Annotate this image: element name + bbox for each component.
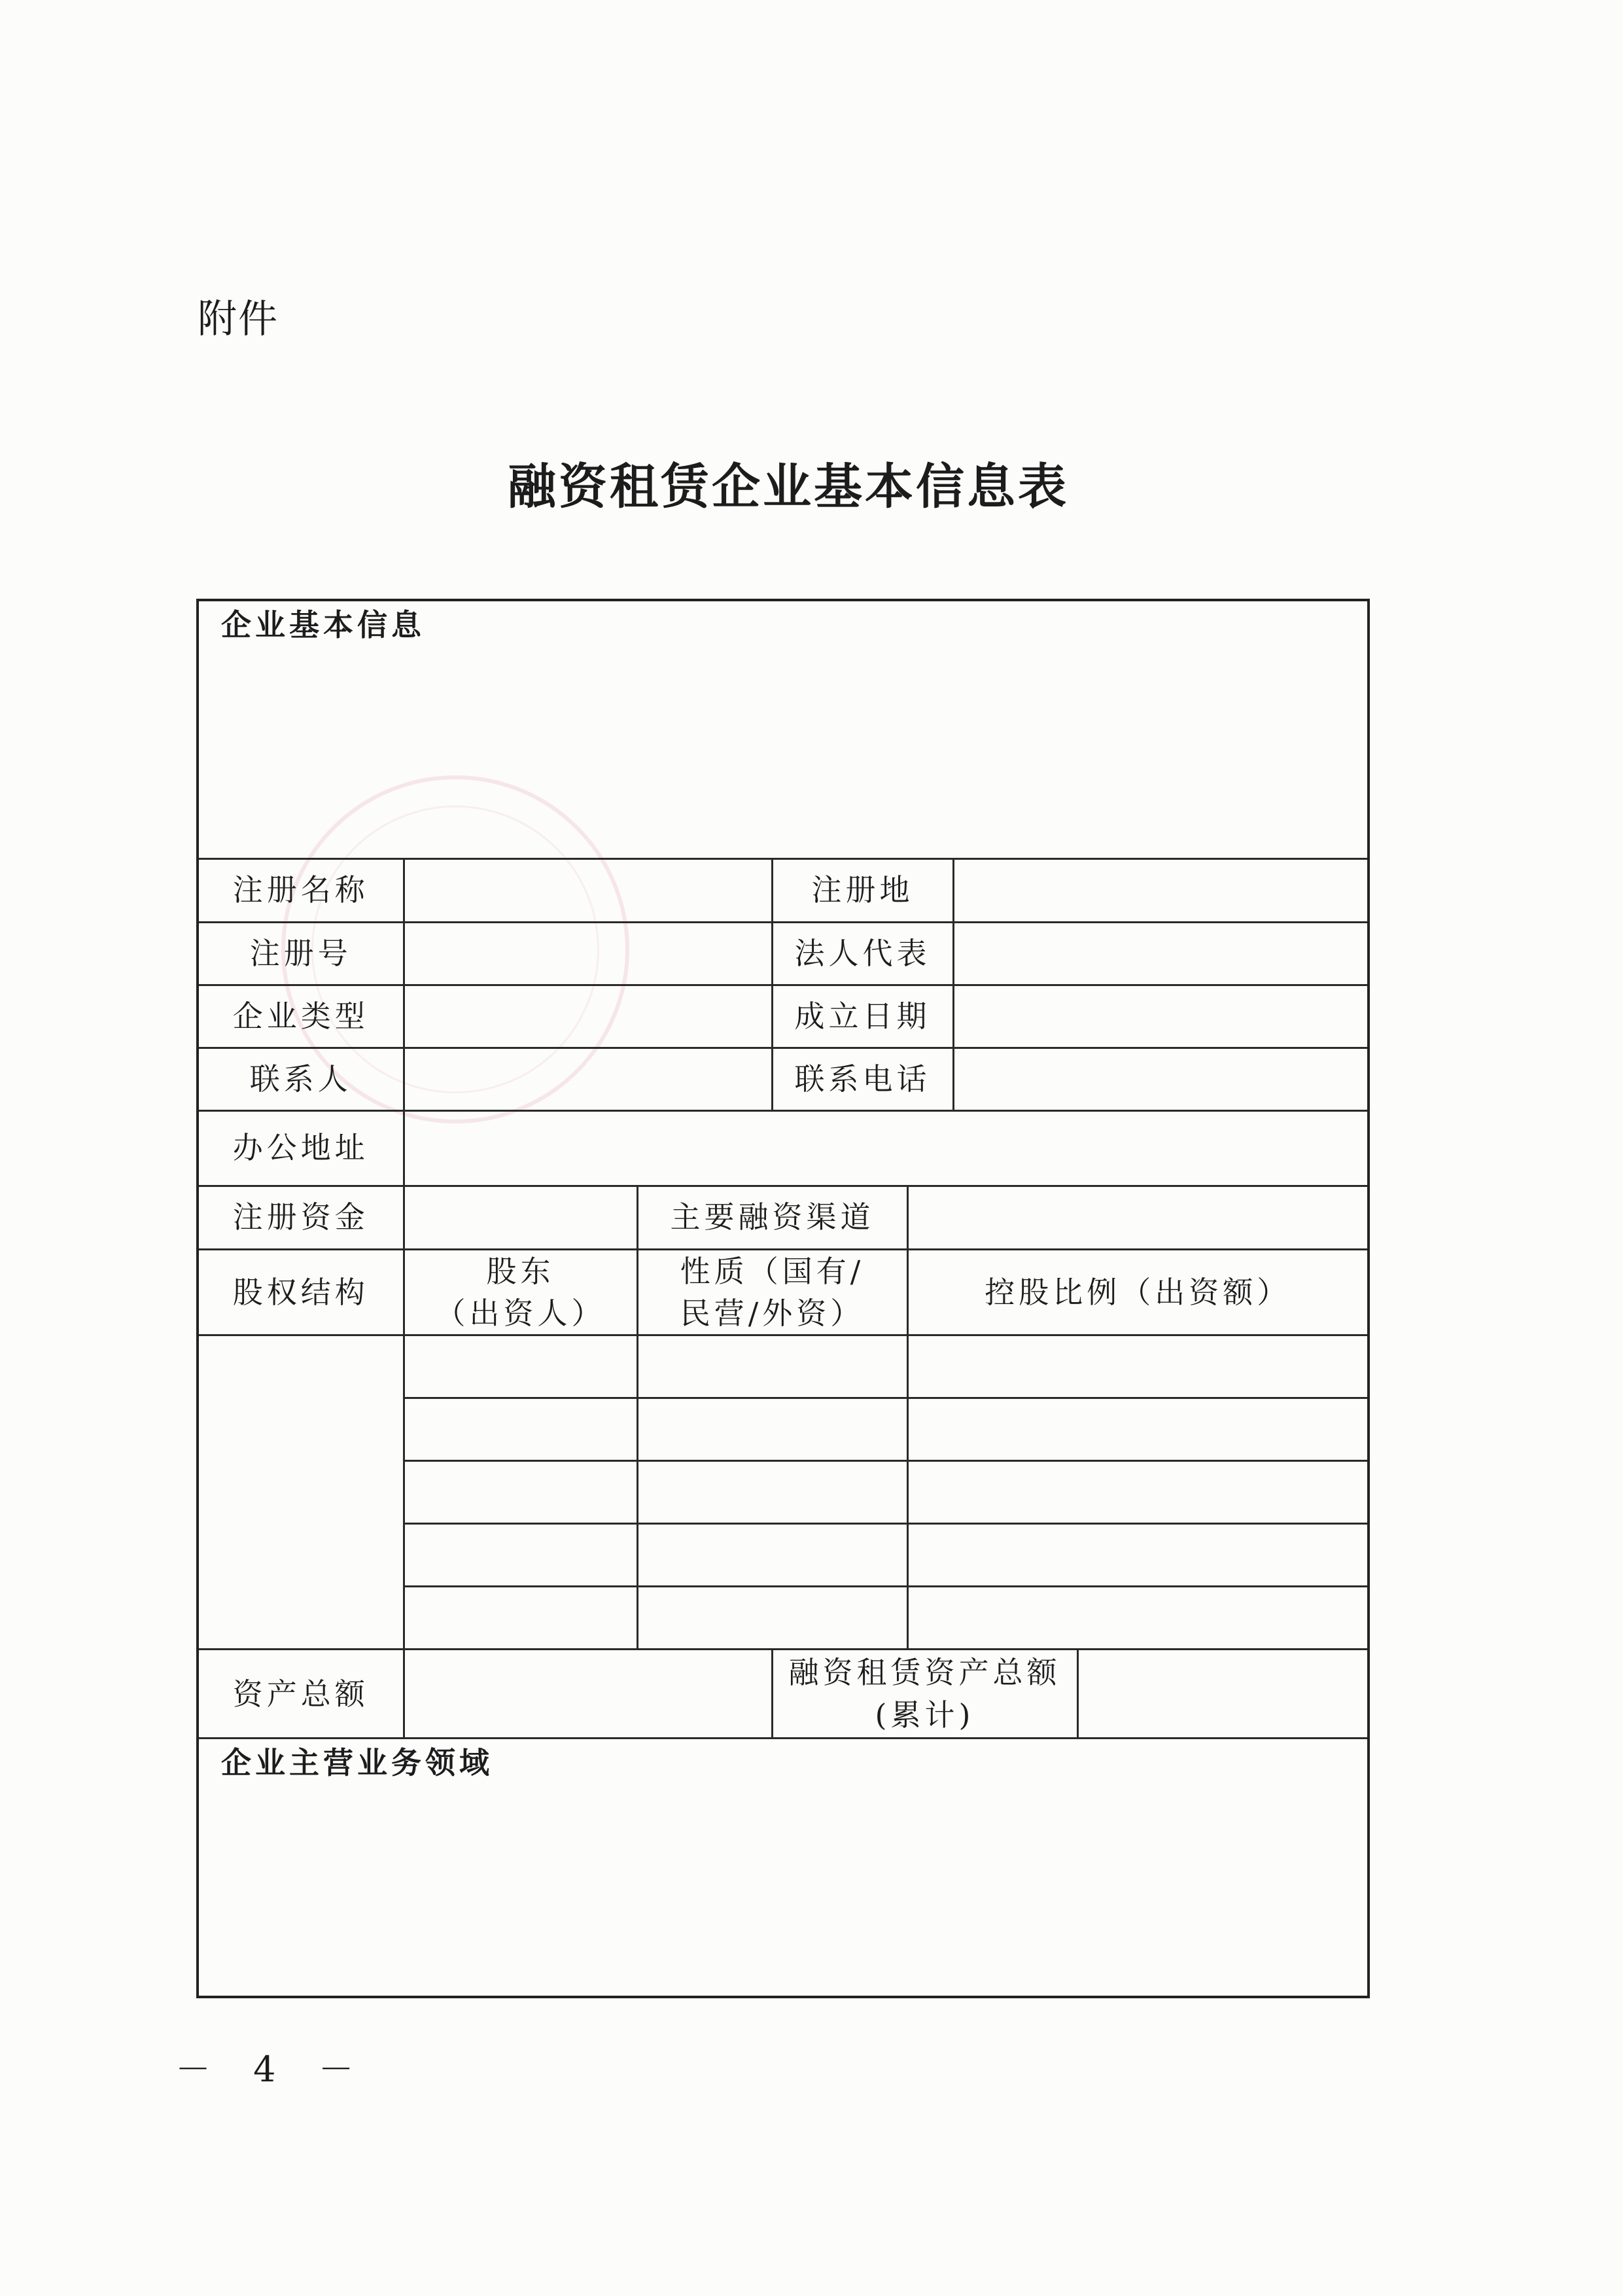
registered-name-label: 注册名称 — [198, 858, 404, 922]
office-address-field[interactable] — [404, 1110, 1369, 1186]
establish-date-field[interactable] — [953, 985, 1369, 1048]
leasing-assets-label — [772, 1650, 1077, 1739]
registered-capital-label: 注册资金 — [198, 1186, 404, 1249]
company-type-label: 企业类型 — [198, 985, 404, 1048]
holding-ratio-header: 控股比例（出资额） — [907, 1249, 1369, 1335]
registered-name-field[interactable] — [404, 858, 772, 922]
form-row — [198, 1048, 1369, 1110]
establish-date-label: 成立日期 — [772, 985, 953, 1048]
shareholder-field[interactable] — [404, 1335, 637, 1398]
document-title: 融资租赁企业基本信息表 — [508, 459, 1069, 515]
contact-person-label: 联系人 — [198, 1048, 404, 1110]
registered-place-label: 注册地 — [772, 858, 953, 922]
nature-field[interactable] — [637, 1335, 907, 1398]
basic-info-heading: 企业基本信息 — [221, 607, 425, 643]
financing-channels-label: 主要融资渠道 — [637, 1186, 907, 1249]
equity-structure-label: 股权结构 — [198, 1249, 404, 1335]
page-number: － 4 － — [175, 2049, 370, 2090]
leasing-assets-label-line2: (累计) — [875, 1697, 975, 1733]
form-row — [198, 1110, 1369, 1186]
annex-label: 附件 — [198, 296, 279, 342]
form-row — [198, 922, 1369, 985]
nature-field[interactable] — [637, 1524, 907, 1587]
holding-ratio-field[interactable] — [907, 1587, 1369, 1650]
total-assets-field[interactable] — [404, 1650, 772, 1739]
leasing-assets-field[interactable] — [1077, 1650, 1369, 1739]
holding-ratio-field[interactable] — [907, 1335, 1369, 1398]
basic-info-section — [198, 600, 1369, 858]
equity-header-row — [198, 1249, 1369, 1335]
shareholder-field[interactable] — [404, 1461, 637, 1524]
legal-rep-label: 法人代表 — [772, 922, 953, 985]
main-business-section — [198, 1739, 1369, 1997]
registered-capital-field[interactable] — [404, 1186, 637, 1249]
financing-channels-field[interactable] — [907, 1186, 1369, 1249]
form-row — [198, 985, 1369, 1048]
shareholder-header — [404, 1249, 637, 1335]
contact-phone-field[interactable] — [953, 1048, 1369, 1110]
holding-ratio-field[interactable] — [907, 1461, 1369, 1524]
registration-no-field[interactable] — [404, 922, 772, 985]
main-business-heading: 企业主营业务领域 — [221, 1745, 493, 1781]
contact-phone-label: 联系电话 — [772, 1048, 953, 1110]
nature-header-line2: 民营/外资） — [680, 1295, 865, 1331]
equity-structure-blank — [198, 1335, 404, 1650]
nature-field[interactable] — [637, 1587, 907, 1650]
company-type-field[interactable] — [404, 985, 772, 1048]
equity-row — [198, 1335, 1369, 1398]
assets-row — [198, 1650, 1369, 1739]
nature-header — [637, 1249, 907, 1335]
info-form-table — [196, 599, 1370, 1998]
total-assets-label: 资产总额 — [198, 1650, 404, 1739]
legal-rep-field[interactable] — [953, 922, 1369, 985]
shareholder-header-line1: 股东 — [486, 1253, 555, 1289]
holding-ratio-field[interactable] — [907, 1524, 1369, 1587]
nature-field[interactable] — [637, 1398, 907, 1461]
basic-info-row — [198, 600, 1369, 858]
shareholder-header-line2: （出资人） — [435, 1295, 606, 1331]
leasing-assets-label-line1: 融资租赁资产总额 — [788, 1655, 1061, 1691]
registered-place-field[interactable] — [953, 858, 1369, 922]
nature-header-line1: 性质（国有/ — [680, 1253, 865, 1289]
shareholder-field[interactable] — [404, 1524, 637, 1587]
registration-no-label: 注册号 — [198, 922, 404, 985]
form-row — [198, 858, 1369, 922]
shareholder-field[interactable] — [404, 1587, 637, 1650]
contact-person-field[interactable] — [404, 1048, 772, 1110]
form-row — [198, 1186, 1369, 1249]
shareholder-field[interactable] — [404, 1398, 637, 1461]
main-business-row — [198, 1739, 1369, 1997]
holding-ratio-field[interactable] — [907, 1398, 1369, 1461]
nature-field[interactable] — [637, 1461, 907, 1524]
office-address-label: 办公地址 — [198, 1110, 404, 1186]
